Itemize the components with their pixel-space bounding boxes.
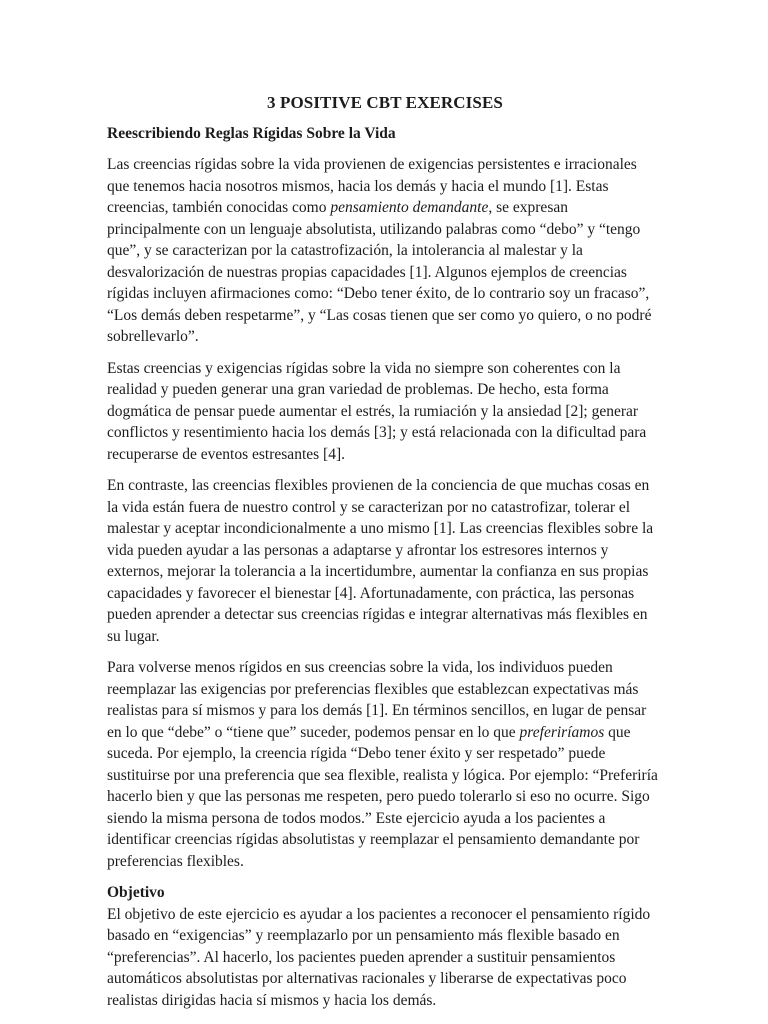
paragraph-4-part-a: Para volverse menos rígidos en sus creencias sobre la vida, los individuos pueden reemplazar las exigencias por preferencias flexibles que establezcan expectativas más realistas para sí mismos y para los demás [1]. En términos sencillos, en lugar de pensar en lo que “debe” o “tiene que” suceder, podemos pensar en lo que <box>107 659 647 741</box>
document-page <box>107 92 663 1021</box>
document-title: 3 POSITIVE CBT EXERCISES <box>267 93 503 112</box>
paragraph-3: En contraste, las creencias flexibles provienen de la conciencia de que muchas cosas en la vida están fuera de nuestro control y se caracterizan por no catastrofizar, tolerar el malestar y aceptar incondicionalmente a uno mismo [1]. Las creencias flexibles sobre la vida pueden ayudar a las personas a adaptarse y afrontar los estresores internos y externos, mejorar la tolerancia a la incertidumbre, aumentar la confianza en sus propias capacidades y favorecer el bienestar [4]. Afortunadamente, con práctica, las personas pueden aprender a detectar sus creencias rígidas e integrar alternativas más flexibles en su lugar. <box>107 477 654 645</box>
paragraph-2: Estas creencias y exigencias rígidas sobre la vida no siempre son coherentes con la realidad y pueden generar una gran variedad de problemas. De hecho, esta forma dogmática de pensar puede aumentar el estrés, la rumiación y la ansiedad [2]; generar conflictos y resentimiento hacia los demás [3]; y está relacionada con la dificultad para recuperarse de eventos estresantes [4]. <box>107 359 647 463</box>
paragraph-4-part-b: que suceda. Por ejemplo, la creencia rígida “Debo tener éxito y ser respetado” puede sustituirse por una preferencia que sea flexible, realista y lógica. Por ejemplo: “Preferiría hacerlo bien y que las personas me respeten, pero puedo tolerarlo si eso no ocurre. Sigo siendo la misma persona de todos modos.” Este ejercicio ayuda a los pacientes a identificar creencias rígidas absolutistas y reemplazar el pensamiento demandante por preferencias flexibles. <box>107 723 658 870</box>
paragraph-1-part-a: Las creencias rígidas sobre la vida provienen de exigencias persistentes e irracionales que tenemos hacia nosotros mismos, hacia los demás y hacia el mundo [1]. Estas creencias, también conocidas como <box>107 156 637 216</box>
objective-heading: Objetivo <box>107 884 165 901</box>
objective-paragraph: El objetivo de este ejercicio es ayudar a los pacientes a reconocer el pensamiento rígido basado en “exigencias” y reemplazarlo por un pensamiento más flexible basado en “preferencias”. Al hacerlo, los pacientes pueden aprender a sustituir pensamientos automáticos absolutistas por alternativas racionales y liberarse de expectativas poco realistas dirigidas hacia sí mismos y hacia los demás. <box>107 905 651 1009</box>
section-heading: Reescribiendo Reglas Rígidas Sobre la Vida <box>107 125 396 142</box>
paragraph-1 <box>107 154 663 348</box>
paragraph-4-emphasis: preferiríamos <box>519 723 605 741</box>
paragraph-4 <box>107 657 663 872</box>
paragraph-1-emphasis: pensamiento demandante <box>330 199 489 216</box>
paragraph-1-part-b: , se expresan principalmente con un lenguaje absolutista, utilizando palabras como “debo” y “tengo que”, y se caracterizan por la catastrofización, la intolerancia al malestar y la desvalorización de nuestras propias capacidades [1]. Algunos ejemplos de creencias rígidas incluyen afirmaciones como: “Debo tener éxito, de lo contrario soy un fracaso”, “Los demás deben respetarme”, y “Las cosas tienen que ser como yo quiero, o no podré sobrellevarlo”. <box>107 199 652 345</box>
